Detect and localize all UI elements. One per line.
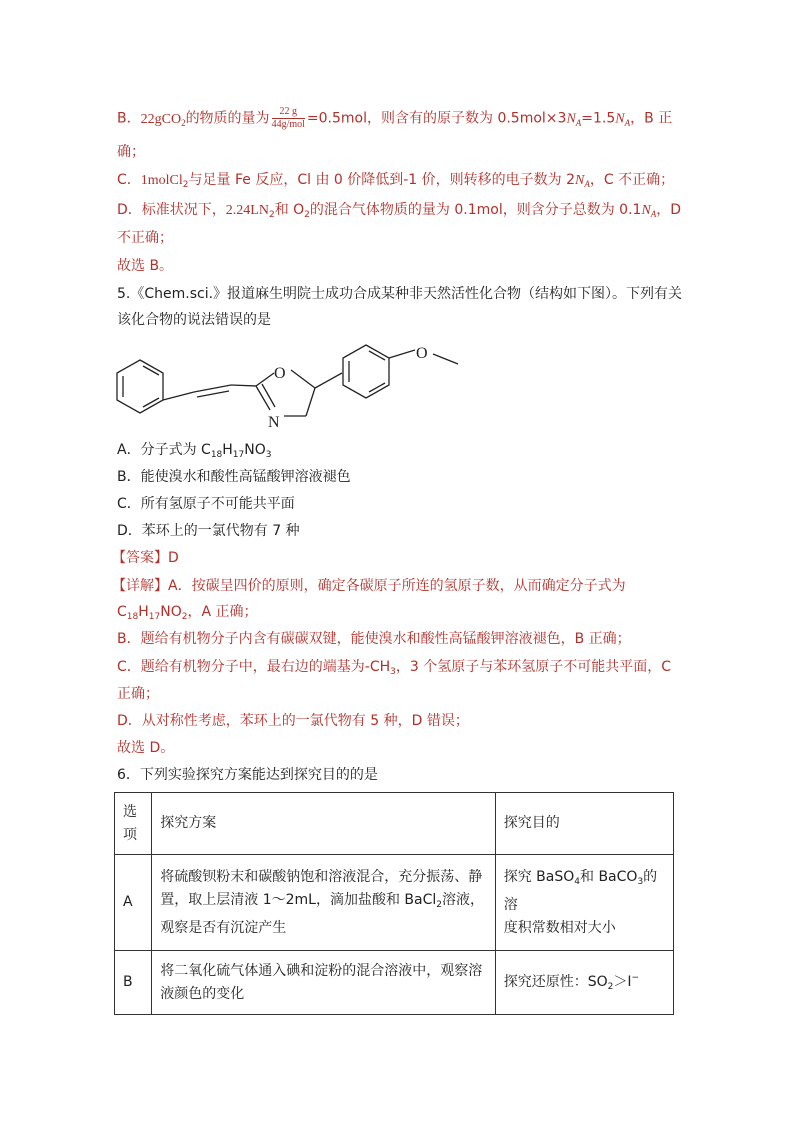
nitrogen-atom-label: N <box>268 414 280 431</box>
q5-option-a: A．分子式为 $C_{18}H_{17}NO_3$ <box>117 442 272 460</box>
benzene-ring-right <box>343 345 389 398</box>
text: =0.5mol，则含有的原子数为 0.5mol×3 <box>306 110 567 127</box>
q5-stem-line1: 5.《Chem.sci.》报道麻生明院士成功合成某种非天然活性化合物（结构如下图）。下列有关 <box>117 286 683 302</box>
formula: 22gCO$_2$ <box>140 111 186 128</box>
conclusion-prev: 故选 B。 <box>117 258 174 274</box>
q5-detail-c: C．题给有机物分子中，最右边的端基为$-CH_3$，3 个氢原子与苯环氢原子不可能共平面，C <box>117 659 672 677</box>
q5-detail-b: B．题给有机物分子内含有碳碳双键，能使溴水和酸性高锰酸钾溶液褪色，B 正确； <box>117 631 631 647</box>
fraction: $\frac{22 g}{\text{44g/mol}}$ <box>271 106 305 130</box>
detail-tag: 【详解】 <box>112 578 168 594</box>
option-c-explanation: C．1molCl$_2$与足量 Fe 反应，Cl 由 0 价降低到-1 价，则转移的电子数为 $2N_A$，C 不正确； <box>117 172 675 190</box>
table-row <box>115 951 674 1015</box>
row-plan: 将二氧化硫气体通入碘和淀粉的混合溶液中，观察溶 液颜色的变化 <box>152 951 495 1015</box>
row-option: B <box>115 951 152 1015</box>
row-goal: 探究还原性：$SO_2>I^-$ <box>495 951 673 1015</box>
chemical-structure-diagram <box>110 340 470 436</box>
q5-detail-a-cont: $C_{18}H_{17}NO_2$，A 正确； <box>117 604 258 622</box>
table-row <box>115 855 674 951</box>
q5-detail-a: 【详解】A．按碳呈四价的原则，确定各碳原子所连的氢原子数，从而确定分子式为 <box>112 578 626 594</box>
option-d-explanation: D．标准状况下，$2.24LN_2$和 $O_2$的混合气体物质的量为 0.1mol，则含分子总数为 $0.1N_A$，D <box>117 202 682 220</box>
answer-value: D <box>168 550 179 566</box>
table-header-row <box>115 793 674 855</box>
text-line: 确； <box>117 144 145 160</box>
benzene-ring-left <box>117 360 163 413</box>
q5-stem-line2: 该化合物的说法错误的是 <box>117 312 271 328</box>
q6-stem: 6．下列实验探究方案能达到探究目的的是 <box>117 767 378 783</box>
q5-detail-d: D．从对称性考虑，苯环上的一氯代物有 5 种，D 错误； <box>117 713 469 729</box>
q5-option-d: D．苯环上的一氯代物有 7 种 <box>117 523 300 539</box>
methoxy-oxygen-label: O <box>416 345 428 362</box>
text: 的物质的量为 <box>185 110 270 127</box>
header-goal: 探究目的 <box>495 793 673 855</box>
q5-option-b: B．能使溴水和酸性高锰酸钾溶液褪色 <box>117 469 351 485</box>
option-label: B． <box>117 110 141 127</box>
row-plan: 将硫酸钡粉末和碳酸钠饱和溶液混合，充分振荡、静 置，取上层清液 1～2mL，滴加盐酸和 BaCl$_2$溶液， 观察是否有沉淀产生 <box>152 855 495 951</box>
option-b-explanation: B．22gCO$_2$的物质的量为 $\frac{22 g}{\text{44g/mol}}$ =0.5mol，则含有的原子数为 $0.5mol\times 3N_A=1.5N_A$，B 正 <box>117 106 673 130</box>
q5-detail-c-cont: 正确； <box>117 686 159 702</box>
row-goal: 探究 BaSO$_4$和 BaCO$_3$的溶 度积常数相对大小 <box>495 855 673 951</box>
q5-answer <box>112 548 179 568</box>
header-plan: 探究方案 <box>152 793 495 855</box>
header-option: 选 项 <box>115 793 152 855</box>
q5-option-c: C．所有氢原子不可能共平面 <box>117 496 295 512</box>
q5-conclusion: 故选 D。 <box>117 740 175 756</box>
experiment-table <box>114 792 674 1015</box>
answer-tag: 【答案】 <box>112 550 168 566</box>
oxygen-atom-label: O <box>274 365 286 382</box>
row-option: A <box>115 855 152 951</box>
text: ，B 正 <box>630 110 673 127</box>
text-line: 不正确； <box>117 230 173 246</box>
